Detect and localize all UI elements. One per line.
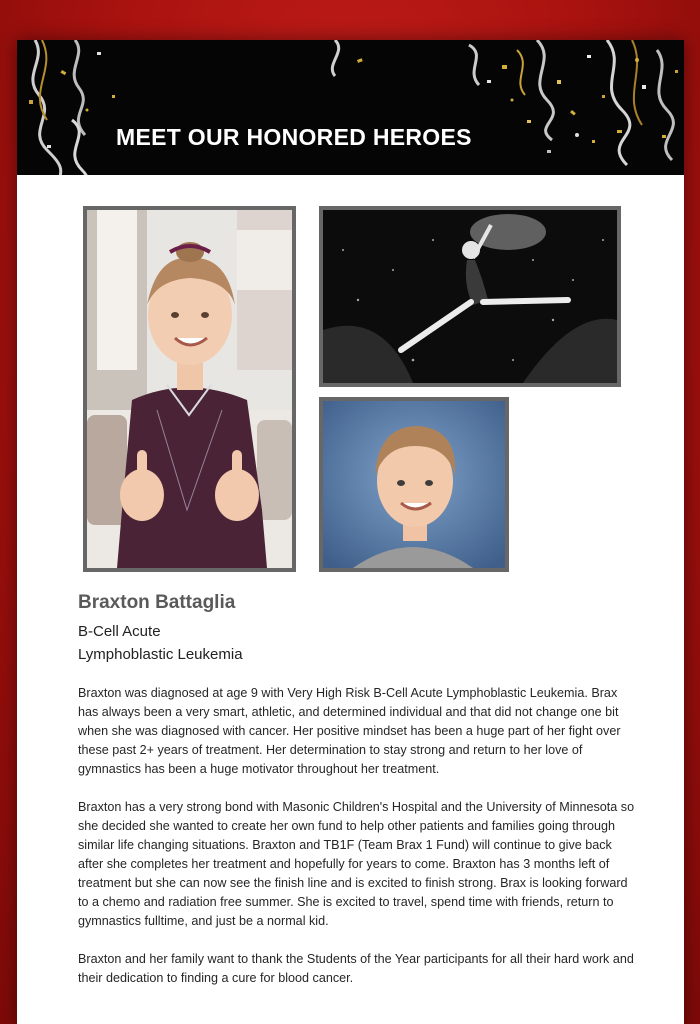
bio-paragraph: Braxton was diagnosed at age 9 with Very High Risk B-Cell Acute Lymphoblastic Leukemia. Brax has always been a very smart, athletic, and determined individual and that did not change one bit when she was diagnosed with cancer. Her positive mindset has been a huge part of her fight over these past 2+ years of treatment. Her determination to stay strong and return to her love of gymnastics has been a huge motivator throughout her treatment. xyxy=(78,686,621,776)
diagnosis-line-2: Lymphoblastic Leukemia xyxy=(78,646,243,663)
gymnast-leap-photo xyxy=(319,206,621,387)
document-page xyxy=(17,40,684,1024)
banner-title: MEET OUR HONORED HEROES xyxy=(116,124,472,150)
hero-biography xyxy=(78,684,638,1007)
school-portrait-photo xyxy=(319,397,509,572)
diagnosis-line-1: B-Cell Acute xyxy=(78,623,161,640)
hero-diagnosis xyxy=(78,620,378,666)
hero-name: Braxton Battaglia xyxy=(78,592,236,613)
bio-paragraph: Braxton and her family want to thank the Students of the Year participants for all their hard work and their dedication to finding a cure for blood cancer. xyxy=(78,952,634,985)
confetti-decoration xyxy=(17,40,684,175)
header-banner xyxy=(17,40,684,175)
bio-paragraph: Braxton has a very strong bond with Masonic Children's Hospital and the University of Minnesota so she decided she wanted to create her own fund to help other patients and families going through similar life changing situations. Braxton and TB1F (Team Brax 1 Fund) will continue to give back after she completes her treatment and hopefully for years to come. Braxton has 3 months left of treatment but she can now see the finish line and is excited to finish strong. Brax is looking forward to a chemo and radiation free summer. She is excited to travel, spend time with friends, return to gymnastics fulltime, and just be a normal kid. xyxy=(78,800,635,928)
portrait-photo xyxy=(83,206,296,572)
